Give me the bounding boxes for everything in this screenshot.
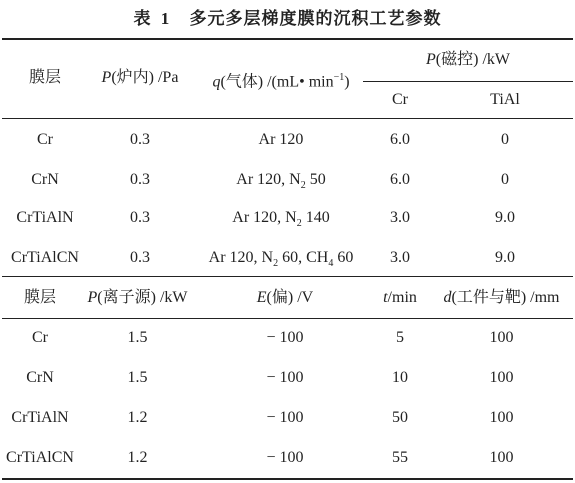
header-rule-1 — [2, 118, 573, 119]
cell-layer: CrTiAlN — [16, 209, 74, 226]
cell-time: 5 — [396, 329, 404, 346]
cell-tial-power: 0 — [501, 171, 509, 188]
col-header-bias-voltage: E(偏) /V — [256, 289, 314, 306]
cell-bias: − 100 — [266, 449, 304, 466]
col-header-cr: Cr — [392, 91, 408, 108]
col-header-time: t/min — [383, 289, 417, 306]
cell-bias: − 100 — [266, 409, 304, 426]
cell-bias: − 100 — [266, 329, 304, 346]
col-header-magnetron-power: P(磁控) /kW — [426, 51, 510, 68]
table-separator-rule — [2, 276, 573, 277]
table-title-number: 1 — [160, 9, 171, 28]
col-header-distance: d(工件与靶) /mm — [443, 289, 560, 306]
cell-distance: 100 — [489, 409, 514, 426]
cell-layer: Cr — [32, 329, 48, 346]
cell-time: 50 — [392, 409, 408, 426]
col-header-ion-source-power: P(离子源) /kW — [87, 289, 188, 306]
cell-gas: Ar 120, $N_2$ 50 — [236, 171, 326, 192]
col-header-gas-flow: q(气体) /(mL• $\min^{-1}$) — [212, 72, 350, 91]
cell-ion-power: 1.2 — [127, 409, 148, 426]
magnetron-sub-rule — [363, 81, 573, 82]
cell-tial-power: 9.0 — [495, 249, 515, 266]
cell-gas: Ar 120 — [258, 131, 304, 148]
cell-pressure: 0.3 — [130, 131, 150, 148]
cell-distance: 100 — [489, 449, 514, 466]
cell-gas: Ar 120, $N_2$ 60, $CH_4$ 60 — [208, 249, 354, 270]
cell-layer: CrTiAlCN — [6, 449, 74, 466]
cell-cr-power: 6.0 — [390, 131, 410, 148]
cell-tial-power: 9.0 — [495, 209, 515, 226]
cell-pressure: 0.3 — [130, 209, 150, 226]
cell-layer: CrN — [31, 171, 59, 188]
cell-gas: Ar 120, $N_2$ 140 — [232, 209, 330, 230]
table-title-label: 表 — [133, 9, 152, 28]
col-header-layer-2: 膜层 — [23, 289, 56, 306]
cell-pressure: 0.3 — [130, 171, 150, 188]
cell-cr-power: 6.0 — [390, 171, 410, 188]
cell-cr-power: 3.0 — [390, 249, 410, 266]
bottom-rule — [2, 478, 573, 480]
cell-layer: CrTiAlN — [11, 409, 69, 426]
cell-layer: CrN — [26, 369, 54, 386]
cell-pressure: 0.3 — [130, 249, 150, 266]
cell-tial-power: 0 — [501, 131, 509, 148]
cell-layer: Cr — [37, 131, 53, 148]
cell-ion-power: 1.5 — [127, 329, 148, 346]
top-rule — [2, 38, 573, 40]
cell-cr-power: 3.0 — [390, 209, 410, 226]
cell-time: 55 — [392, 449, 408, 466]
cell-distance: 100 — [489, 329, 514, 346]
col-header-layer: 膜层 — [28, 69, 61, 86]
cell-distance: 100 — [489, 369, 514, 386]
table-title-text: 多元多层梯度膜的沉积工艺参数 — [189, 9, 442, 28]
col-header-furnace-pressure: P(炉内) /Pa — [101, 69, 179, 86]
table-title — [0, 4, 575, 29]
cell-ion-power: 1.5 — [127, 369, 148, 386]
cell-layer: CrTiAlCN — [11, 249, 79, 266]
col-header-tial: TiAl — [490, 91, 520, 108]
cell-time: 10 — [392, 369, 408, 386]
header-rule-2 — [2, 318, 573, 319]
cell-ion-power: 1.2 — [127, 449, 148, 466]
cell-bias: − 100 — [266, 369, 304, 386]
